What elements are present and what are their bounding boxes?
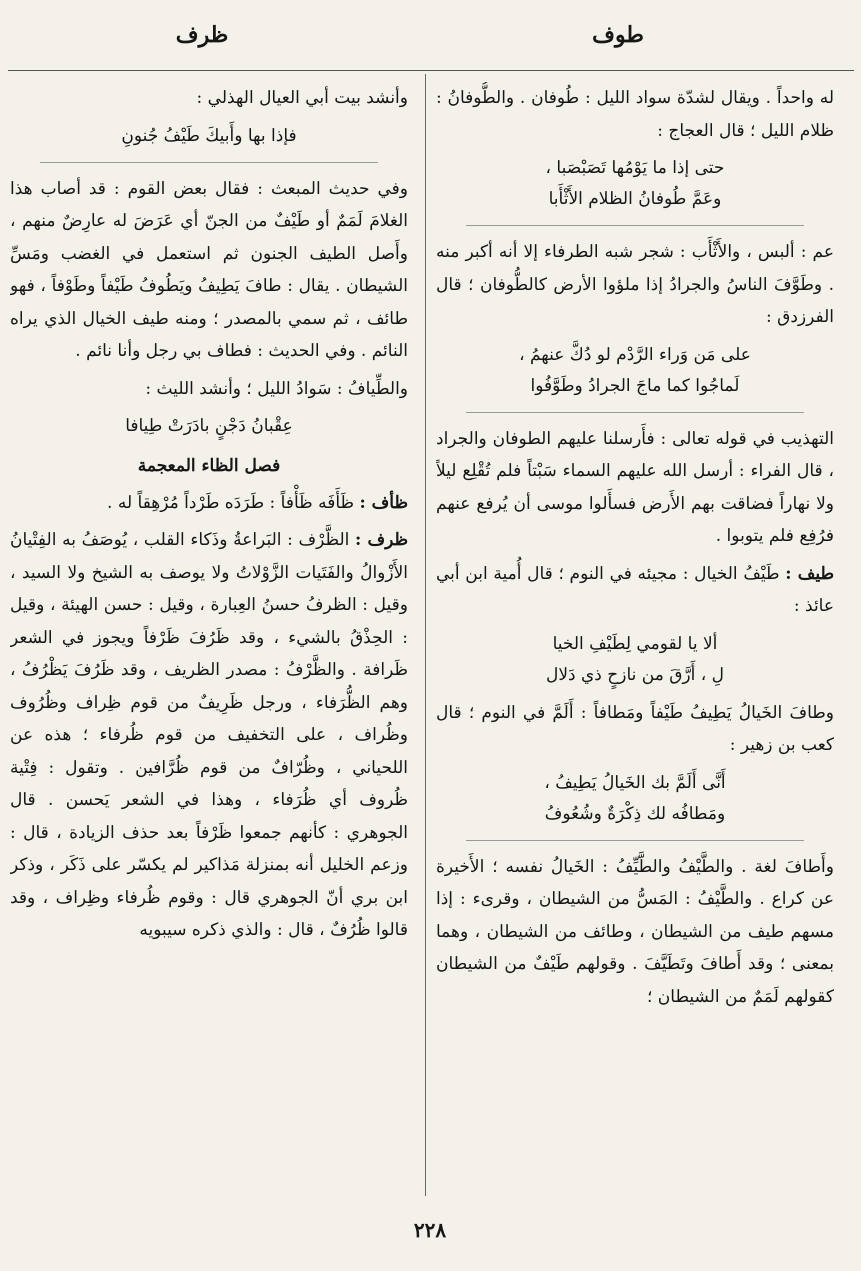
separator	[466, 225, 804, 226]
right-column	[436, 82, 834, 1192]
verse-line: على مَن وَراء الرَّدْم لو دُكَّ عنهمُ ،	[519, 344, 751, 365]
separator	[466, 412, 804, 413]
section-title: فصل الظاء المعجمة	[137, 456, 281, 476]
paragraph: وأَطافَ لغة . والطَّيْفُ والطَّيِّفُ : الخَيالُ نفسه ؛ الأَخيرة عن كراع . والطَّيْفُ : المَسُّ من الشيطان ، وقرىء : إذا مسهم طيف من الشيطان ، وطائف من الشيطان ، وهما بمعنى ؛ وقد أَطافَ وتَطَيَّفَ . وقولهم طَيْفٌ من الشيطان كقولهم لَمَمٌ من الشيطان ؛	[436, 856, 834, 1007]
verse-line: أَنَّى أَلَمَّ بك الخَيالُ يَطِيفُ ،	[544, 772, 726, 793]
headword: ظرف :	[355, 530, 408, 550]
running-head-left: ظرف	[175, 22, 229, 48]
verse	[436, 629, 834, 691]
column-divider	[425, 74, 426, 1196]
verse-line: لِ ، أَرَّقَ من نازحٍ ذي دَلال	[545, 664, 725, 685]
paragraph: وطافَ الخَيالُ يَطِيفُ طَيْفاً ومَطافاً : أَلَمَّ في النوم ؛ قال كعب بن زهير :	[436, 702, 834, 755]
separator	[40, 162, 378, 163]
entry-text: الظَّرْف : البَراعةُ وذَكاء القلب ، يُوصَفُ به الفِتْيانُ الأَزْوالُ والفَتَيات الزَّوْلاتُ ولا يوصف به الشيخ ولا السيد ، وقيل : الظرفُ حسنُ العِبارة ، وقيل : حسن الهيئة ، وقيل : الحِذْقُ بالشيء ، وقد ظَرُفَ ظَرْفاً ويجوز في الشعر ظَرافة . والظَّرْفُ : مصدر الظريف ، وقد ظَرُفَ يَظْرُفُ ، وهم الظُّرَفاء ، ورجل ظَرِيفٌ من قوم ظِراف وظُرُوف وظُراف ، على التخفيف من قوم ظُرفاء ؛ هذه عن اللحياني ، وظُرّافٌ من قوم ظُرَّافين . وتقول : فِتْية ظُروف أي ظُرَفاء ، وهذا في الشعر يَحسن . قال الجوهري : كأنهم جمعوا ظَرْفاً بعد حذف الزيادة ، قال : وزعم الخليل أنه بمنزلة مَذاكير لم يكسّر على ذَكَر ، وذكر ابن بري أنّ الجوهري قال : وقوم ظُرفاء وظِراف ، وقد قالوا ظُرُفٌ ، قال : والذي ذكره سيبويه	[10, 530, 408, 940]
header-rule	[8, 70, 854, 71]
paragraph: التهذيب في قوله تعالى : فأَرسلنا عليهم الطوفان والجراد ، قال الفراء : أرسل الله عليهم السماء سَبْتاً فلم تُقْلِع ليلاً ولا نهاراً فضاقت بهم الأَرض فسأَلوا موسى أن يُرفع عنهم فرُفِع فلم يتوبوا .	[436, 428, 834, 546]
verse	[10, 411, 408, 442]
verse	[436, 340, 834, 402]
paragraph: والطِّيافُ : سَوادُ الليل ؛ وأنشد الليث :	[145, 378, 408, 399]
headword: ظأف :	[359, 492, 408, 513]
entry-zaf	[10, 487, 408, 520]
paragraph: وأنشد بيت أبي العيال الهذلي :	[196, 88, 408, 108]
paragraph: عم : ألبس ، والأَثْأَب : شجر شبه الطرفاء إلا أنه أكبر منه . وطَوَّفَ الناسُ والجرادُ إذا ملؤوا الأرض كالطُّوفان ؛ قال الفرزدق :	[436, 242, 834, 327]
entry-tayf	[436, 558, 834, 623]
verse-line: وعَمَّ طُوفانُ الظلام الأَثْأَبا	[548, 189, 722, 209]
left-column	[10, 82, 408, 1192]
verse-line: ومَطافُه لك ذِكْرَةٌ وشُعُوفُ	[544, 803, 726, 824]
verse-line: فإذا بها وأَبيكَ طَيْفُ جُنونِ	[121, 125, 297, 146]
paragraph: وفي حديث المبعث : فقال بعض القوم : قد أصاب هذا الغلامَ لَمَمٌ أو طَيْفٌ من الجنّ أي عَرَضَ له عارِضٌ منهم ، وأَصل الطيف الجنون ثم استعمل في الغضب ومَسِّ الشيطان . يقال : طافَ يَطِيفُ ويَطُوفُ طَيْفاً وطَوْفاً ، فهو طائف ، ثم سمي بالمصدر ؛ ومنه طيف الخيال الذي يراه النائم . وفي الحديث : فطاف بي رجل وأنا نائم .	[10, 178, 408, 361]
verse-line: عِقْبانُ دَجْنٍ بادَرَتْ طِيافا	[125, 416, 293, 436]
separator	[466, 840, 804, 841]
verse	[436, 768, 834, 830]
headword: طيف :	[785, 563, 834, 584]
paragraph: له واحداً . ويقال لشدّة سواد الليل : طُوفان . والطُّوفانُ : ظلام الليل ؛ قال العجاج :	[436, 88, 834, 141]
entry-zarf	[10, 524, 408, 947]
verse	[10, 121, 408, 152]
entry-text: طَيْفُ الخيال : مجيئه في النوم ؛ قال أُمية ابن أبي عائذ :	[436, 563, 834, 616]
running-head-right: طوف	[592, 22, 644, 48]
verse-line: لَماجُوا كما ماجَ الجرادُ وطَوَّفُوا	[530, 375, 740, 396]
verse	[436, 153, 834, 215]
verse-line: ألا يا لقومي لِطَيْفِ الخيا	[552, 633, 718, 654]
page-number: ٢٢٨	[413, 1218, 447, 1242]
entry-text: ظَأَفَه ظَأْفاً : طَرَدَه طَرْداً مُرْهِقاً له .	[107, 492, 355, 513]
verse-line: حتى إذا ما يَوْمُها تَصَبْصَبا ،	[545, 158, 725, 178]
